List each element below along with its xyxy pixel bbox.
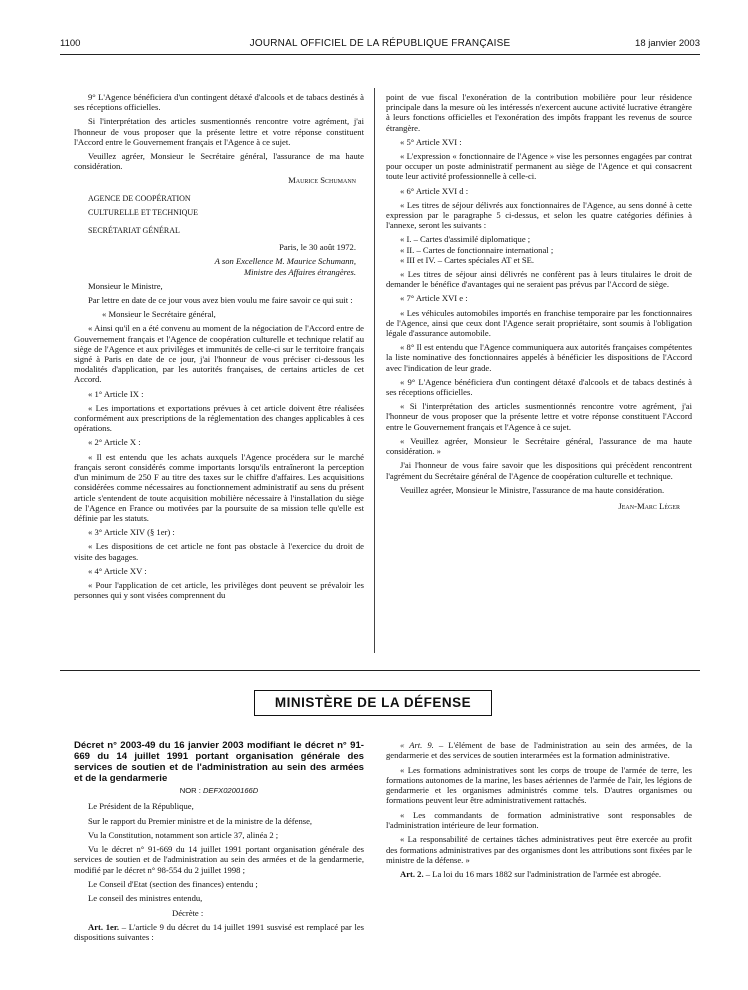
paragraph: « Les titres de séjour délivrés aux fonctionnaires de l'Agence, au sens donné à cette expression par le paragraphe 5 ci-dessus, et selon les quatre catégories définies à l'annexe, seront les suivants :	[386, 199, 692, 231]
paragraph: J'ai l'honneur de vous faire savoir que les dispositions qui précèdent rencontrent l'agrément du Secrétaire général de l'Agence de coopération culturelle et technique.	[386, 460, 692, 481]
nor-label: NOR :	[179, 786, 203, 795]
left-column	[74, 92, 364, 604]
page-number: 1100	[60, 38, 81, 49]
paragraph: « Les dispositions de cet article ne font pas obstacle à l'exercice du droit de visite des bagages.	[74, 541, 364, 562]
paragraph: « L'expression « fonctionnaire de l'Agence » vise les personnes engagées par contrat pour occuper un poste administratif permanent au siège de l'Agence et qui consacrent toute leur activité professionnelle à celle-ci.	[386, 151, 692, 182]
article-2	[386, 869, 692, 879]
list-item: « I. – Cartes d'assimilé diplomatique ;	[400, 234, 531, 245]
paragraph: Par lettre en date de ce jour vous avez bien voulu me faire savoir ce qui suit :	[88, 295, 353, 306]
nor-value: DEFX0200166D	[202, 786, 259, 795]
paragraph: Le Président de la République,	[88, 801, 194, 812]
paragraph: « 9° L'Agence bénéficiera d'un contingent détaxé d'alcools et de tabacs destinés à ses réceptions officielles.	[386, 376, 692, 398]
article-heading: « 2° Article X :	[88, 437, 141, 448]
issue-date: 18 janvier 2003	[635, 38, 700, 49]
paragraph: Sur le rapport du Premier ministre et de la ministre de la défense,	[88, 815, 313, 826]
decree-left-column	[74, 740, 364, 947]
paragraph: Vu le décret n° 91-669 du 14 juillet 1991 portant organisation générale des services de soutien et de l'administration au sein des armées et de la gendarmerie, modifié par le décret n° 98-554 du 2 juillet 1998 ;	[74, 844, 364, 875]
article-heading: « 7° Article XVI e :	[400, 293, 468, 304]
paragraph: Si l'interprétation des articles susmentionnés rencontre votre agrément, j'ai l'honneur de vous proposer que la présente lettre et votre réponse constituent l'Accord entre le Gouvernement français et l'Agence à ce sujet.	[74, 116, 364, 147]
paragraph: « Veuillez agréer, Monsieur le Secrétaire général, l'assurance de ma haute considération. »	[386, 435, 692, 457]
journal-title: JOURNAL OFFICIEL DE LA RÉPUBLIQUE FRANÇAISE	[249, 38, 511, 49]
right-column	[386, 92, 692, 515]
paragraph: Veuillez agréer, Monsieur le Ministre, l'assurance de ma haute considération.	[400, 484, 665, 495]
article-label: Art. 2.	[400, 869, 424, 880]
paragraph: « Les titres de séjour ainsi délivrés ne confèrent pas à leurs titulaires le droit de demander le bénéfice d'avantages qui ne seraient pas prévus par l'Accord de siège.	[386, 269, 692, 290]
paragraph: Le Conseil d'Etat (section des finances) entendu ;	[88, 879, 258, 890]
paragraph: « Si l'interprétation des articles susmentionnés rencontre votre agrément, j'ai l'honneur de vous proposer que la présente lettre et votre réponse constituent l'Accord entre le Gouvernement français et l'Agence à ce sujet.	[386, 401, 692, 432]
organization-line: AGENCE DE COOPÉRATION	[88, 193, 191, 203]
article-label: « Art. 9.	[400, 740, 434, 750]
paragraph: Veuillez agréer, Monsieur le Secrétaire général, l'assurance de ma haute considération.	[74, 151, 364, 172]
paragraph: « Il est entendu que les achats auxquels l'Agence procédera sur le marché français seront considérés comme importants lorsqu'ils entraîneront la perception d'un minimum de 250 F au titre des taxes sur le chiffre d'affaires. Les acquisitions considérées comme nécessaires au fonctionnement administratif au sens du présent article s'entendent de toute acquisition mobilière nécessaire à l'installation du siège de l'Agence en France ou motivées par la poursuite de sa mission telle qu'elle est définie par les statuts.	[74, 451, 364, 523]
article-heading: « 4° Article XV :	[88, 565, 147, 576]
article-text: – La loi du 16 mars 1882 sur l'administration de l'armée est abrogée.	[423, 869, 662, 880]
article-heading: « 1° Article IX :	[88, 388, 144, 399]
addressee: A son Excellence M. Maurice Schumann,	[214, 256, 356, 267]
ministry-heading: MINISTÈRE DE LA DÉFENSE	[254, 690, 492, 716]
list-item: « III et IV. – Cartes spéciales AT et SE.	[400, 254, 535, 265]
addressee: Ministre des Affaires étrangères.	[243, 266, 356, 277]
paragraph: « Les commandants de formation administrative sont responsables de l'administration intérieure de leur formation.	[386, 809, 692, 831]
paragraph: « 8° Il est entendu que l'Agence communiquera aux autorités françaises compétentes la liste nominative des fonctionnaires appelés à bénéficier les dispositions de l'Accord avec l'indication de leur grade.	[386, 342, 692, 373]
signature: Jean-Marc Léger	[618, 500, 680, 511]
page-header	[60, 38, 700, 52]
paragraph: 9° L'Agence bénéficiera d'un contingent détaxé d'alcools et de tabacs destinés à ses réceptions officielles.	[74, 92, 364, 113]
salutation: Monsieur le Ministre,	[88, 280, 163, 291]
header-rule	[60, 54, 700, 55]
quote-opening: « Monsieur le Secrétaire général,	[102, 309, 216, 320]
signature: Maurice Schumann	[288, 175, 356, 186]
article-heading: « 5° Article XVI :	[400, 136, 462, 147]
paragraph: « Pour l'application de cet article, les privilèges dont peuvent se prévaloir les personnes qui y sont visées comprennent du	[74, 579, 364, 601]
decree-title: Décret n° 2003-49 du 16 janvier 2003 modifiant le décret n° 91-669 du 14 juillet 1991 portant organisation générale des services de soutien et de l'administration au sein des armées et de la gendarmerie	[74, 740, 364, 784]
decree-decides: Décrète :	[172, 907, 204, 918]
article-label: Art. 1er.	[88, 921, 120, 932]
paragraph: « Les véhicules automobiles importés en franchise temporaire par les fonctionnaires de l'Agence, ainsi que ceux dont l'Agence serait propriétaire, sont soumis à l'obligation légale d'assurance automobile.	[386, 307, 692, 339]
article-1	[74, 922, 364, 943]
article-text: – L'élément de base de l'administration au sein des armées, de la gendarmerie et des services de soutien interarmées est la formation administrative.	[386, 740, 693, 761]
paragraph: « Les importations et exportations prévues à cet article doivent être réalisées conformément aux prescriptions de la réglementation des changes applicables à ces opérations.	[74, 402, 364, 434]
nor-reference	[74, 786, 364, 796]
organization-line: CULTURELLE ET TECHNIQUE	[88, 207, 199, 217]
paragraph: « La responsabilité de certaines tâches administratives peut être exercée au profit des formations administratives par des organismes dont les attributions sont fixées par le ministre de la défense. »	[386, 834, 692, 865]
list-item: « II. – Cartes de fonctionnaire international ;	[400, 244, 554, 255]
article-9	[386, 740, 692, 761]
article-heading: « 6° Article XVI d :	[400, 185, 469, 196]
article-text: – L'article 9 du décret du 14 juillet 1991 susvisé est remplacé par les dispositions suivantes :	[74, 921, 364, 943]
decree-right-column	[386, 740, 692, 884]
article-heading: « 3° Article XIV (§ 1er) :	[88, 527, 175, 538]
place-date: Paris, le 30 août 1972.	[279, 242, 356, 253]
column-divider	[374, 88, 375, 653]
organization-line: SECRÉTARIAT GÉNÉRAL	[88, 226, 180, 236]
paragraph: point de vue fiscal l'exonération de la contribution mobilière pour leur résidence principale dans la mesure où les intéressés n'exercent aucune activité lucrative étrangère à leurs fonctions officielles et l'exonération des impôts frappant les revenus de source étrangère.	[386, 92, 692, 133]
paragraph: « Ainsi qu'il en a été convenu au moment de la négociation de l'Accord entre de Gouvernement français et l'Agence de coopération culturelle et technique relatif au siège de l'Agence et aux privilèges et immunités de celle-ci sur le territoire français signé à Paris en date de ce jour, j'ai l'honneur de vous préciser ci-dessous les modalités d'application, par les autorités françaises, de certains articles de cet Accord.	[74, 323, 364, 385]
paragraph: « Les formations administratives sont les corps de troupe de l'armée de terre, les formations autonomes de la marine, les bases aériennes de l'armée de l'air, les légions de gendarmerie et les organismes administrés comme tels. D'autres organismes ou formations peuvent leur être administrativement rattachés.	[386, 764, 692, 806]
paragraph: Vu la Constitution, notamment son article 37, alinéa 2 ;	[88, 829, 279, 840]
section-rule	[60, 670, 700, 671]
paragraph: Le conseil des ministres entendu,	[88, 893, 203, 904]
